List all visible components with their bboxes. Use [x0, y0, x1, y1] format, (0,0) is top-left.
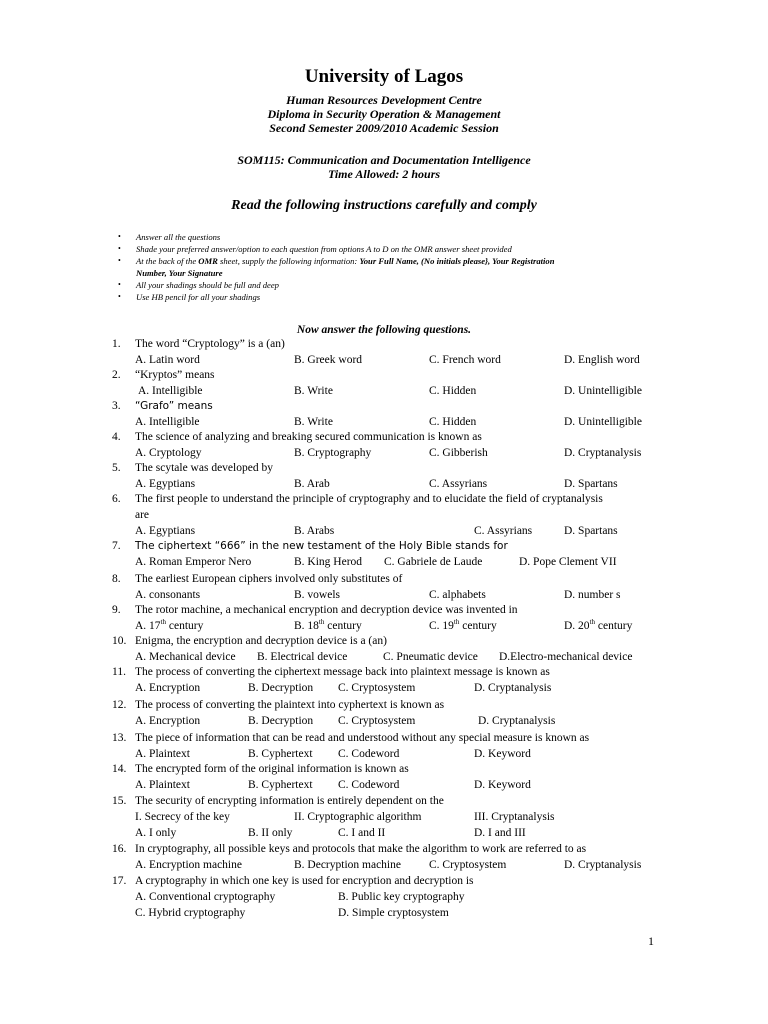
options-row: [0, 525, 768, 541]
question-text: The piece of information that can be read and understood without any special measure is known as: [135, 732, 590, 744]
question-text: The first people to understand the principle of cryptography and to elucidate the field of cryptanalysis: [135, 493, 603, 505]
answer-option: B. Write: [294, 385, 333, 397]
options-row: [0, 416, 768, 432]
answer-option: B. Cyphertext: [248, 779, 313, 791]
answer-option: A. Latin word: [135, 354, 200, 366]
answer-option: D. Cryptanalysis: [564, 859, 642, 871]
answer-option: B. Decryption: [248, 682, 314, 694]
course-title: SOM115: Communication and Documentation Intelligence: [237, 153, 531, 167]
answer-option: D. I and III: [474, 827, 526, 839]
answer-option: D. 20th century: [564, 618, 633, 632]
answer-option: D. Simple cryptosystem: [338, 907, 449, 919]
instruction-item: • All your shadings should be full and deep: [118, 280, 279, 290]
answer-option: B. Cryptography: [294, 447, 372, 459]
question-row: [0, 462, 768, 478]
answer-option: A. 17th century: [135, 618, 204, 632]
question-text: “Grafo” means: [135, 400, 213, 412]
question-row: [0, 635, 768, 651]
question-row: [0, 843, 768, 859]
statement-item: III. Cryptanalysis: [474, 811, 555, 823]
answer-option: B. Write: [294, 416, 333, 428]
answer-option: D. Cryptanalysis: [564, 447, 642, 459]
answer-option: A. Cryptology: [135, 447, 202, 459]
options-row: [0, 589, 768, 605]
question-row: [0, 875, 768, 891]
answer-option: D. Unintelligible: [564, 416, 642, 428]
question-text: The earliest European ciphers involved only substitutes of: [135, 573, 403, 585]
answer-option: A. Egyptians: [135, 478, 196, 490]
options-row: [0, 478, 768, 494]
question-text: In cryptography, all possible keys and protocols that make the algorithm to work are referred to as: [135, 843, 587, 855]
question-number: 17.: [112, 875, 127, 887]
question-text-continuation: [0, 509, 768, 525]
answer-option: C. Cryptosystem: [429, 859, 507, 871]
answer-option: C. French word: [429, 354, 501, 366]
university-title: University of Lagos: [304, 66, 464, 87]
options-row: [0, 907, 768, 923]
question-number: 4.: [112, 431, 121, 443]
answer-option: D. Cryptanalysis: [474, 682, 552, 694]
question-number: 16.: [112, 843, 127, 855]
centre-name: Human Resources Development Centre: [286, 93, 482, 107]
answer-option: B. Cyphertext: [248, 748, 313, 760]
answer-option: A. Mechanical device: [135, 651, 236, 663]
question-row: [0, 573, 768, 589]
bullet-icon: •: [118, 244, 121, 253]
answer-option: A. Intelligible: [138, 385, 203, 397]
answer-option: C. Gabriele de Laude: [384, 556, 483, 568]
answer-option: A. Conventional cryptography: [135, 891, 276, 903]
answer-option: D. Keyword: [474, 748, 531, 760]
answer-option: C. Hidden: [429, 385, 477, 397]
options-row: [0, 354, 768, 370]
question-row: [0, 795, 768, 811]
answer-option: C. alphabets: [429, 589, 486, 601]
bullet-icon: •: [118, 292, 121, 301]
question-text: The process of converting the plaintext into cyphertext is known as: [135, 699, 445, 711]
question-number: 2.: [112, 369, 121, 381]
options-row: [0, 556, 768, 572]
question-row: [0, 369, 768, 385]
question-number: 6.: [112, 493, 121, 505]
question-row: [0, 666, 768, 682]
question-row: [0, 604, 768, 620]
answer-option: B. Arabs: [294, 525, 335, 537]
options-row: [0, 620, 768, 636]
question-text: are: [135, 509, 150, 521]
question-number: 3.: [112, 400, 121, 412]
options-row: [0, 859, 768, 875]
answer-option: A. Plaintext: [135, 748, 190, 760]
answer-option: D. Keyword: [474, 779, 531, 791]
question-text: The security of encrypting information is entirely dependent on the: [135, 795, 444, 807]
answer-option: D. Spartans: [564, 478, 618, 490]
answer-option: B. II only: [248, 827, 293, 839]
instruction-item-omr: • At the back of the OMR sheet, supply the following information: Your Full Name, (No initials please}, Your Registration Number, Your Signature: [118, 256, 555, 278]
answer-option: C. Codeword: [338, 779, 400, 791]
question-text: The ciphertext “666” in the new testament of the Holy Bible stands for: [135, 540, 508, 552]
question-text: The scytale was developed by: [135, 462, 273, 474]
question-row: [0, 732, 768, 748]
answer-option: A. Encryption: [135, 682, 201, 694]
question-text: Enigma, the encryption and decryption device is a (an): [135, 635, 387, 647]
answer-option: B. 18th century: [294, 618, 362, 632]
options-row: [0, 715, 768, 731]
question-text: The science of analyzing and breaking secured communication is known as: [135, 431, 482, 443]
question-text: “Kryptos” means: [135, 369, 215, 381]
answer-option: C. Cryptosystem: [338, 682, 416, 694]
question-number: 9.: [112, 604, 121, 616]
question-text: The word “Cryptology” is a (an): [135, 338, 285, 350]
instructions-title: Read the following instructions carefully and comply: [231, 198, 537, 213]
question-number: 12.: [112, 699, 127, 711]
answer-option: C. Pneumatic device: [383, 651, 478, 663]
instruction-item: • Use HB pencil for all your shadings: [118, 292, 261, 302]
question-number: 8.: [112, 573, 121, 585]
bullet-icon: •: [118, 232, 121, 241]
answer-option: B. vowels: [294, 589, 340, 601]
answer-option: C. Assyrians: [429, 478, 488, 490]
options-row: [0, 447, 768, 463]
instruction-item: • Answer all the questions: [118, 232, 221, 242]
session-name: Second Semester 2009/2010 Academic Session: [269, 121, 499, 135]
answer-option: D. Spartans: [564, 525, 618, 537]
instruction-list: [118, 231, 663, 303]
statement-row: [0, 811, 768, 827]
answer-option: A. Egyptians: [135, 525, 196, 537]
options-row: [0, 385, 768, 401]
questions-heading: Now answer the following questions.: [296, 324, 472, 336]
answer-option: C. Gibberish: [429, 447, 488, 459]
answer-option: A. Roman Emperor Nero: [135, 556, 252, 568]
question-text: The encrypted form of the original information is known as: [135, 763, 409, 775]
question-row: [0, 338, 768, 354]
options-row: [0, 682, 768, 698]
answer-option: B. Electrical device: [257, 651, 348, 663]
bullet-icon: •: [118, 280, 121, 289]
question-row: [0, 763, 768, 779]
question-number: 14.: [112, 763, 127, 775]
options-row: [0, 891, 768, 907]
question-number: 10.: [112, 635, 127, 647]
question-row: [0, 431, 768, 447]
options-row: [0, 651, 768, 667]
question-text: The rotor machine, a mechanical encryption and decryption device was invented in: [135, 604, 518, 616]
page-number: 1: [648, 934, 654, 948]
answer-option: C. Hidden: [429, 416, 477, 428]
answer-option: A. Encryption: [135, 715, 201, 727]
answer-option: D. English word: [564, 354, 640, 366]
question-row: [0, 540, 768, 556]
answer-option: D. Unintelligible: [564, 385, 642, 397]
answer-option: B. Decryption machine: [294, 859, 401, 871]
answer-option: A. Plaintext: [135, 779, 190, 791]
answer-option: B. Decryption: [248, 715, 314, 727]
question-row: [0, 699, 768, 715]
answer-option: C. Codeword: [338, 748, 400, 760]
statement-item: II. Cryptographic algorithm: [294, 811, 422, 823]
answer-option: B. Greek word: [294, 354, 363, 366]
question-number: 15.: [112, 795, 127, 807]
answer-option: D. Pope Clement VII: [519, 556, 617, 568]
question-text: A cryptography in which one key is used for encryption and decryption is: [135, 875, 474, 887]
answer-option: D. number s: [564, 589, 621, 601]
answer-option: B. Public key cryptography: [338, 891, 465, 903]
answer-option: D.Electro-mechanical device: [499, 651, 633, 663]
question-row: [0, 400, 768, 416]
question-number: 5.: [112, 462, 121, 474]
options-row: [0, 779, 768, 795]
answer-option: B. Arab: [294, 478, 330, 490]
question-text: The process of converting the ciphertext message back into plaintext message is known as: [135, 666, 550, 678]
answer-option: C. I and II: [338, 827, 386, 839]
bullet-icon: •: [118, 256, 121, 265]
answer-option: C. Cryptosystem: [338, 715, 416, 727]
question-number: 13.: [112, 732, 127, 744]
answer-option: A. consonants: [135, 589, 201, 601]
answer-option: B. King Herod: [294, 556, 363, 568]
answer-option: C. Hybrid cryptography: [135, 907, 246, 919]
options-row: [0, 748, 768, 764]
time-allowed: Time Allowed: 2 hours: [327, 167, 441, 181]
answer-option: C. 19th century: [429, 618, 497, 632]
answer-option: A. Intelligible: [135, 416, 200, 428]
question-number: 11.: [112, 666, 126, 678]
statement-item: I. Secrecy of the key: [135, 811, 230, 823]
question-number: 7.: [112, 540, 121, 552]
options-row: [0, 827, 768, 843]
answer-option: C. Assyrians: [474, 525, 533, 537]
question-row: [0, 493, 768, 509]
answer-option: D. Cryptanalysis: [478, 715, 556, 727]
question-number: 1.: [112, 338, 121, 350]
programme-name: Diploma in Security Operation & Management: [267, 107, 501, 121]
instruction-item: • Shade your preferred answer/option to each question from options A to D on the OMR answer sheet provided: [118, 244, 512, 254]
answer-option: A. I only: [135, 827, 177, 839]
answer-option: A. Encryption machine: [135, 859, 242, 871]
